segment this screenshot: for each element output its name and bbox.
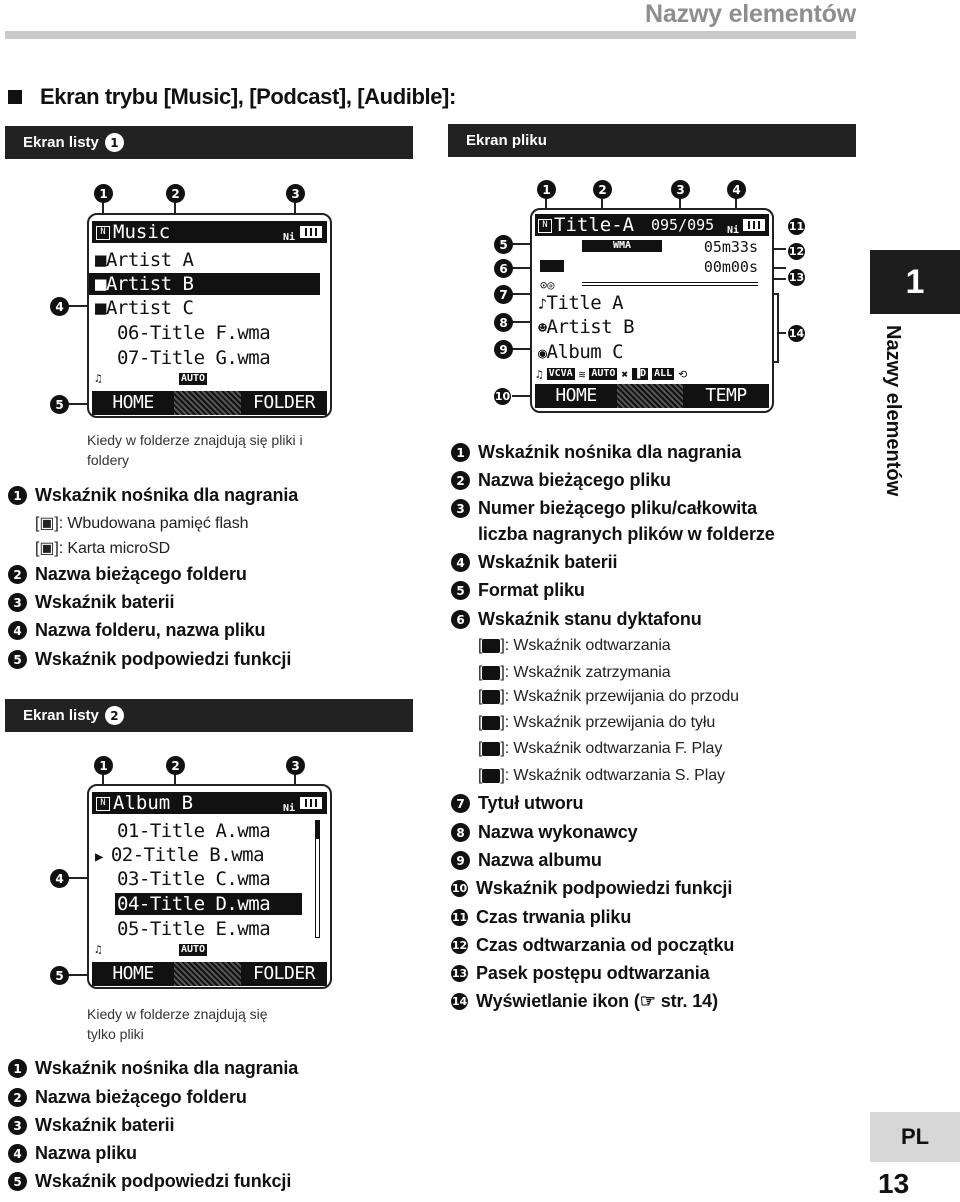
- list-item[interactable]: 06-Title F.wma: [117, 322, 271, 344]
- list-item-selected[interactable]: ■Artist B: [89, 273, 320, 295]
- header-rule: [5, 31, 856, 39]
- auto-badge: AUTO: [181, 944, 206, 955]
- callout-4: 4: [50, 297, 69, 316]
- callout-14: 14: [788, 327, 805, 340]
- file-format-badge: WMA: [582, 240, 662, 252]
- icon-display-strip: [536, 366, 768, 382]
- callout-5: 5: [50, 966, 69, 985]
- bar-label: Ekran listy: [23, 134, 99, 151]
- page-number: 13: [878, 1168, 910, 1199]
- fast-forward-icon: [482, 690, 500, 704]
- battery-icon: [300, 797, 322, 809]
- repeat-all-icon: ⟲: [678, 367, 688, 381]
- flash-memory-icon: N: [538, 219, 552, 233]
- file-counter: 095/095: [651, 216, 715, 234]
- vcva-badge: VCVA: [548, 368, 573, 379]
- list-item[interactable]: 03-Title C.wma: [117, 868, 271, 890]
- ni-label: Ni: [726, 225, 739, 236]
- artist-row: ☻Artist B: [538, 316, 635, 338]
- stop-status-icon: [482, 666, 500, 680]
- list-item[interactable]: ■Artist A: [95, 249, 194, 271]
- all-badge: ALL: [654, 368, 673, 379]
- track-title-row: ♪Title A: [538, 292, 624, 314]
- progress-bar: [582, 282, 758, 286]
- list-item[interactable]: ■Artist C: [95, 297, 194, 319]
- lcd-header: [92, 221, 327, 243]
- callout-3: 3: [286, 756, 305, 775]
- file-duration: 05m33s: [703, 238, 758, 256]
- list-item[interactable]: 01-Title A.wma: [117, 820, 271, 842]
- shuffle-icon: ✖: [621, 367, 629, 381]
- chapter-vertical-title: Nazwy elementów: [882, 325, 904, 497]
- callout-5: 5: [50, 395, 69, 414]
- slow-play-icon: [482, 769, 500, 783]
- list-item[interactable]: ▶ 02-Title B.wma: [95, 844, 265, 866]
- callout-7: 7: [494, 285, 513, 304]
- rewind-icon: [482, 716, 500, 730]
- mic-icon: ♫: [536, 367, 543, 381]
- callout-1: 1: [94, 184, 113, 203]
- callout-2: 2: [593, 180, 612, 199]
- lcd-file-screen: [530, 208, 774, 413]
- callout-3: 3: [286, 184, 305, 203]
- bar-list-screen-1: [5, 126, 413, 159]
- scrollbar[interactable]: [315, 820, 320, 938]
- language-tab: PL: [870, 1112, 960, 1162]
- fast-play-icon: [482, 742, 500, 756]
- battery-icon: [743, 219, 765, 231]
- repeat-icon: ⊙◎: [540, 278, 555, 292]
- ni-label: Ni: [282, 232, 295, 243]
- temp-softkey[interactable]: TEMP: [683, 384, 769, 408]
- softkey-bar: [535, 384, 769, 408]
- chapter-tab: 1: [870, 250, 960, 314]
- list-item[interactable]: 05-Title E.wma: [117, 918, 271, 940]
- ni-label: Ni: [282, 803, 295, 814]
- list-item[interactable]: 07-Title G.wma: [117, 347, 271, 369]
- section-title: Ekran trybu [Music], [Podcast], [Audible]:: [40, 84, 456, 109]
- mic-icon: ♫: [95, 372, 102, 385]
- lcd-list-screen-2: [87, 784, 332, 989]
- list-item-selected[interactable]: 04-Title D.wma: [115, 893, 302, 915]
- callout-11: 11: [788, 220, 805, 233]
- home-softkey[interactable]: HOME: [92, 962, 174, 986]
- lcd-header-title: Album B: [113, 792, 194, 814]
- lcd-header: [92, 792, 327, 814]
- callout-6: 6: [494, 259, 513, 278]
- folder-softkey[interactable]: FOLDER: [241, 962, 327, 986]
- section-bullet: [8, 90, 22, 104]
- caption-list-2: Kiedy w folderze znajdują się tylko pliki: [87, 1006, 268, 1042]
- album-row: ◉Album C: [538, 341, 624, 363]
- mic-icon: ♫: [95, 943, 102, 956]
- flash-memory-icon: N: [96, 226, 110, 240]
- battery-icon: [300, 226, 322, 238]
- bar-list-screen-2: [5, 699, 413, 732]
- lcd-header-title: Title-A: [554, 214, 635, 236]
- level-icon: ▐D: [634, 368, 647, 379]
- auto-badge: AUTO: [181, 373, 206, 384]
- callout-4: 4: [727, 180, 746, 199]
- softkey-bar: [92, 391, 327, 415]
- callout-4: 4: [50, 869, 69, 888]
- elapsed-time: 00m00s: [703, 258, 758, 276]
- bar-label: Ekran listy: [23, 707, 99, 724]
- caption-list-1: Kiedy w folderze znajdują się pliki i foldery: [87, 432, 303, 468]
- wave-icon: ≋: [578, 367, 586, 381]
- callout-9: 9: [494, 340, 513, 359]
- folder-softkey[interactable]: FOLDER: [241, 391, 327, 415]
- callout-1: 1: [94, 756, 113, 775]
- callout-8: 8: [494, 313, 513, 332]
- bar-file-screen: [448, 124, 856, 157]
- page-header-title: Nazwy elementów: [645, 0, 856, 28]
- auto-badge: AUTO: [591, 368, 616, 379]
- flash-memory-icon: N: [96, 797, 110, 811]
- home-softkey[interactable]: HOME: [92, 391, 174, 415]
- callout-13: 13: [788, 271, 805, 284]
- bar-number: 2: [105, 706, 124, 725]
- callout-2: 2: [166, 184, 185, 203]
- home-softkey[interactable]: HOME: [535, 384, 617, 408]
- callout-2: 2: [166, 756, 185, 775]
- bar-number: 1: [105, 133, 124, 152]
- callout-3: 3: [671, 180, 690, 199]
- callout-1: 1: [537, 180, 556, 199]
- bar-label: Ekran pliku: [466, 132, 547, 149]
- callout-10: 10: [494, 390, 511, 403]
- stop-status-icon: [540, 260, 564, 272]
- callout-12: 12: [788, 245, 805, 258]
- softkey-bar: [92, 962, 327, 986]
- lcd-header: [535, 214, 769, 236]
- lcd-header-title: Music: [113, 221, 171, 243]
- play-status-icon: [482, 639, 500, 653]
- callout-5: 5: [494, 235, 513, 254]
- lcd-list-screen-1: [87, 213, 332, 418]
